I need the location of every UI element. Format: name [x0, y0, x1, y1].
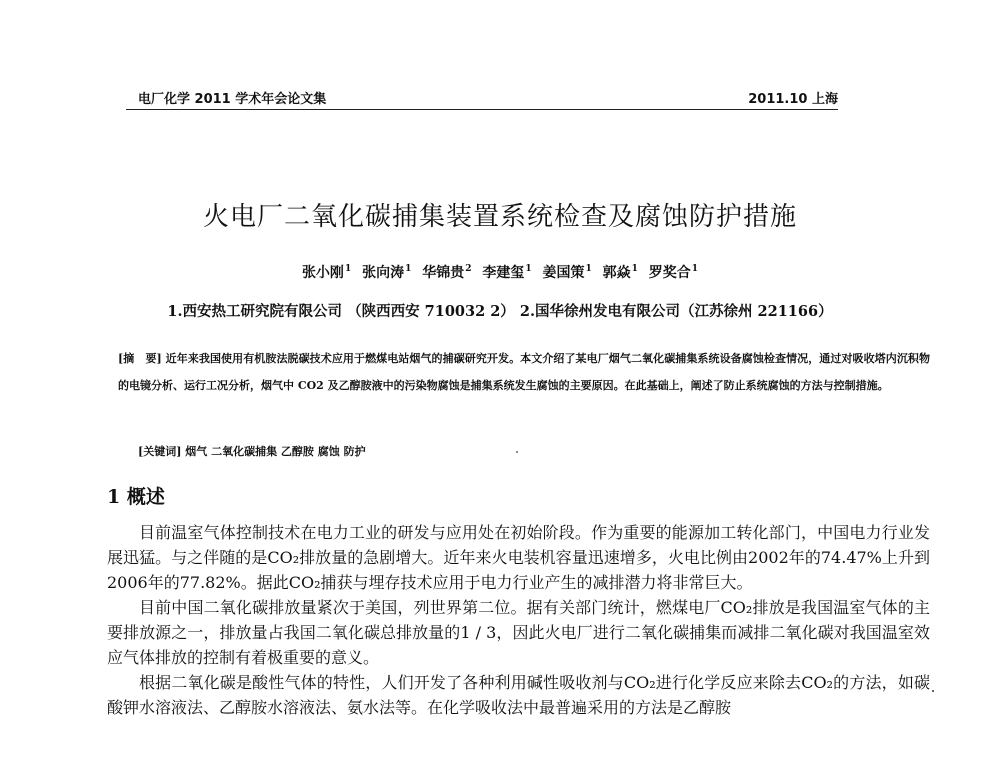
author: 姜国策$^1$ — [542, 264, 592, 281]
abstract-text: 近年来我国使用有机胺法脱碳技术应用于燃煤电站烟气的捕碳研究开发。本文介绍了某电厂烟气二氧化碳捕集系统设备腐蚀检查情况，通过对吸收塔内沉积物的电镜分析、运行工况分析，烟气中 CO2 及乙醇胺液中的污染物腐蚀是捕集系统发生腐蚀的主要原因。在此基础上，阐述了防止系统腐蚀的方法与控制措施。 — [118, 352, 930, 392]
author: 张向涛$^1$ — [362, 264, 412, 281]
header-right: 2011.10 上海 — [748, 92, 838, 107]
running-header — [138, 88, 838, 107]
author: 罗奖合$^1$ — [648, 264, 699, 281]
paragraph: 目前中国二氧化碳排放量紧次于美国，列世界第二位。据有关部门统计，燃煤电厂CO₂排放是我国温室气体的主要排放源之一，排放量占我国二氧化碳总排放量的1 / 3，因此火电厂进行二氧化碳捕集而减排二氧化碳对我国温室效应气体排放的控制有着极重要的意义。 — [107, 598, 930, 667]
keywords-label: [关键词] — [138, 445, 182, 458]
paper-title: 火电厂二氧化碳捕集装置系统检查及腐蚀防护措施 — [202, 202, 797, 232]
paragraph: 根据二氧化碳是酸性气体的特性，人们开发了各种利用碱性吸收剂与CO₂进行化学反应来除去CO₂的方法，如碳酸钾水溶液法、乙醇胺水溶液法、氨水法等。在化学吸收法中最普遍采用的方法是乙醇胺 — [107, 673, 930, 717]
keywords — [138, 443, 928, 459]
header-rule — [126, 109, 838, 110]
section-heading: 1 概述 — [107, 486, 165, 508]
author: 郭焱$^1$ — [602, 264, 638, 281]
abstract — [118, 345, 930, 399]
abstract-label: [摘 要] — [118, 352, 162, 365]
scan-speck — [516, 451, 518, 453]
author-list — [0, 262, 1000, 282]
author: 华锦贵$^2$ — [422, 264, 472, 281]
affiliations: 1.西安热工研究院有限公司 （陕西西安 710032 2） 2.国华徐州发电有限公司（江苏徐州 221166） — [167, 303, 833, 320]
keywords-text: 烟气 二氧化碳捕集 乙醇胺 腐蚀 防护 — [185, 445, 366, 458]
paragraph: 目前温室气体控制技术在电力工业的研发与应用处在初始阶段。作为重要的能源加工转化部门，中国电力行业发展迅猛。与之伴随的是CO₂排放量的急剧增大。近年来火电装机容量迅速增多，火电比例由2002年的74.47%上升到2006年的77.82%。据此CO₂捕获与埋存技术应用于电力行业产生的减排潜力将非常巨大。 — [107, 523, 930, 592]
section-body — [107, 520, 930, 720]
header-left: 电厂化学 2011 学术年会论文集 — [138, 92, 327, 107]
scan-speck — [932, 690, 934, 692]
author: 张小刚$^1$ — [301, 264, 352, 281]
author: 李建玺$^1$ — [482, 264, 532, 281]
